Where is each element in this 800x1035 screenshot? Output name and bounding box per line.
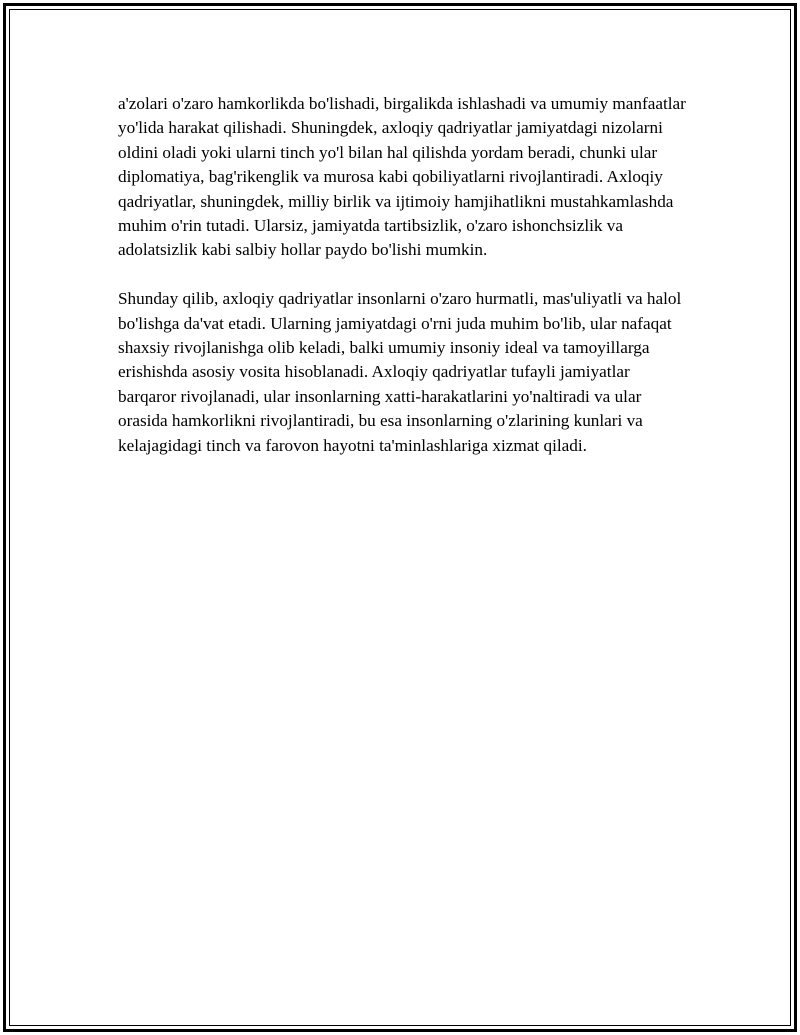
document-body — [118, 92, 688, 482]
paragraph-2: Shunday qilib, axloqiy qadriyatlar insonlarni o'zaro hurmatli, mas'uliyatli va halol bo'lishga da'vat etadi. Ularning jamiyatdagi o'rni juda muhim bo'lib, ular nafaqat shaxsiy rivojlanishga olib keladi, balki umumiy insoniy ideal va tamoyillarga erishishda asosiy vosita hisoblanadi. Axloqiy qadriyatlar tufayli jamiyatlar barqaror rivojlanadi, ular insonlarning xatti-harakatlarini yo'naltiradi va ular orasida hamkorlikni rivojlantiradi, bu esa insonlarning o'zlarining kunlari va kelajagidagi tinch va farovon hayotni ta'minlashlariga xizmat qiladi. — [118, 289, 682, 455]
paragraph-1: a'zolari o'zaro hamkorlikda bo'lishadi, birgalikda ishlashadi va umumiy manfaatlar yo'lida harakat qilishadi. Shuningdek, axloqiy qadriyatlar jamiyatdagi nizolarni oldini oladi yoki ularni tinch yo'l bilan hal qilishda yordam beradi, chunki ular diplomatiya, bag'rikenglik va murosa kabi qobiliyatlarni rivojlantiradi. Axloqiy qadriyatlar, shuningdek, milliy birlik va ijtimoiy hamjihatlikni mustahkamlashda muhim o'rin tutadi. Ularsiz, jamiyatda tartibsizlik, o'zaro ishonchsizlik va adolatsizlik kabi salbiy hollar paydo bo'lishi mumkin. — [118, 94, 686, 260]
